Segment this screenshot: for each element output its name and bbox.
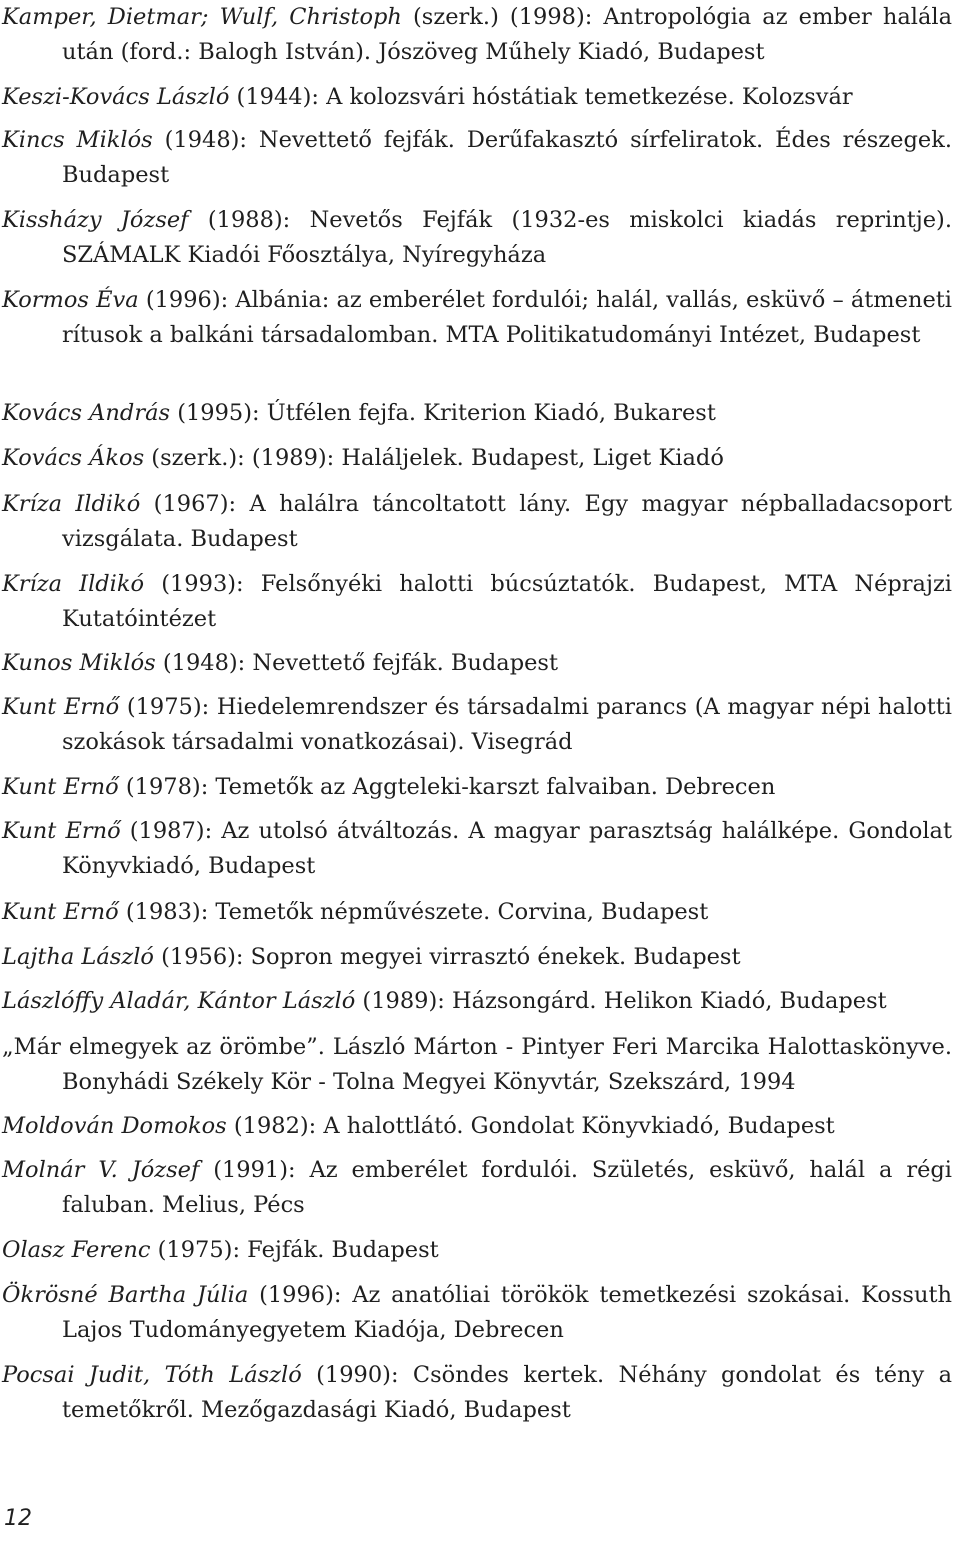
entry-text: (1988): Nevetős Fejfák (1932-es miskolci kiadás reprintje). SZÁMALK Kiadói Főosztálya, Nyíregyháza	[62, 207, 952, 268]
entry-author: Ökrösné Bartha Júlia	[2, 1282, 249, 1308]
entry-author: Keszi-Kovács László	[2, 84, 230, 110]
entry-author: Lajtha László	[2, 944, 154, 970]
bibliography-entry	[2, 441, 952, 476]
bibliography-entry	[2, 895, 952, 930]
bibliography-entry	[2, 567, 952, 637]
entry-author: Kovács András	[2, 400, 171, 426]
entry-text: (1978): Temetők az Aggteleki-karszt falvaiban. Debrecen	[118, 774, 776, 800]
bibliography-entry	[2, 940, 952, 975]
entry-text: (1996): Albánia: az emberélet fordulói; halál, vallás, esküvő – átmeneti rítusok a balkáni társadalomban. MTA Politikatudományi Intézet, Budapest	[62, 287, 953, 348]
entry-text: (1967): A halálra táncoltatott lány. Egy magyar népballadacsoport vizsgálata. Budapest	[62, 491, 953, 552]
entry-author: Olasz Ferenc	[2, 1237, 151, 1263]
entry-author: Kovács Ákos	[2, 445, 145, 471]
entry-text: (1956): Sopron megyei virrasztó énekek. Budapest	[153, 944, 741, 970]
entry-author: Molnár V. József	[2, 1157, 200, 1183]
entry-text: (1991): Az emberélet fordulói. Születés, esküvő, halál a régi faluban. Melius, Pécs	[62, 1157, 952, 1218]
entry-author: Kunt Ernő	[2, 818, 121, 844]
bibliography-entry	[2, 487, 952, 557]
entry-text: (1948): Nevettető fejfák. Budapest	[155, 650, 559, 676]
bibliography-entry	[2, 123, 952, 193]
bibliography-entry	[2, 770, 952, 805]
bibliography-entry	[2, 984, 952, 1019]
entry-author: Kamper, Dietmar; Wulf, Christoph	[2, 4, 402, 30]
entry-text: (szerk.) (1998): Antropológia az ember halála után (ford.: Balogh István). Jószöveg Műhely Kiadó, Budapest	[62, 4, 952, 65]
bibliography-entry	[2, 1358, 952, 1428]
entry-author: Kunt Ernő	[2, 774, 119, 800]
entry-text: (1993): Felsőnyéki halotti búcsúztatók. Budapest, MTA Néprajzi Kutatóintézet	[62, 571, 952, 632]
entry-author: Kunt Ernő	[2, 694, 120, 720]
bibliography-entry	[2, 1233, 952, 1268]
entry-author: Lászlóffy Aladár, Kántor László	[2, 988, 356, 1014]
entry-text: (1983): Temetők népművészete. Corvina, Budapest	[118, 899, 709, 925]
entry-text: (1948): Nevettető fejfák. Derűfakasztó sírfeliratok. Édes részegek. Budapest	[62, 127, 952, 188]
entry-text: (1982): A halottlátó. Gondolat Könyvkiadó, Budapest	[226, 1113, 835, 1139]
bibliography-entry	[2, 1030, 952, 1100]
bibliography-entry	[2, 1109, 952, 1144]
bibliography-entry	[2, 396, 952, 431]
entry-text: (1975): Fejfák. Budapest	[150, 1237, 439, 1263]
bibliography-entry	[2, 0, 952, 70]
entry-author: Kunt Ernő	[2, 899, 119, 925]
entry-author: Kríza Ildikó	[2, 571, 145, 597]
entry-text: (1975): Hiedelemrendszer és társadalmi parancs (A magyar népi halotti szokások társadalmi vonatkozásai). Visegrád	[62, 694, 952, 755]
page-number: 12	[4, 1506, 32, 1531]
entry-author: Pocsai Judit, Tóth László	[2, 1362, 302, 1388]
entry-author: Kunos Miklós	[2, 650, 156, 676]
entry-author: Kríza Ildikó	[2, 491, 141, 517]
bibliography-entry	[2, 1153, 952, 1223]
bibliography-entry	[2, 690, 952, 760]
entry-text: (1987): Az utolsó átváltozás. A magyar parasztság halálképe. Gondolat Könyvkiadó, Budapest	[62, 818, 952, 879]
entry-author: Kissházy József	[2, 207, 189, 233]
bibliography-entry	[2, 283, 952, 353]
bibliography-entry	[2, 1278, 952, 1348]
entry-text: (1989): Házsongárd. Helikon Kiadó, Budapest	[355, 988, 887, 1014]
bibliography-entry	[2, 646, 952, 681]
entry-text: (1944): A kolozsvári hóstátiak temetkezése. Kolozsvár	[229, 84, 853, 110]
entry-text: (1990): Csöndes kertek. Néhány gondolat és tény a temetőkről. Mezőgazdasági Kiadó, Budapest	[62, 1362, 953, 1423]
entry-text: „Már elmegyek az örömbe”. László Márton - Pintyer Feri Marcika Halottaskönyve. Bonyhádi Székely Kör - Tolna Megyei Könyvtár, Szekszárd, 1994	[2, 1034, 952, 1095]
entry-author: Kincs Miklós	[2, 127, 153, 153]
bibliography-entry	[2, 814, 952, 884]
entry-text: (1996): Az anatóliai törökök temetkezési szokásai. Kossuth Lajos Tudományegyetem Kiadója, Debrecen	[62, 1282, 952, 1343]
entry-author: Moldován Domokos	[2, 1113, 227, 1139]
entry-text: (1995): Útfélen fejfa. Kriterion Kiadó, Bukarest	[170, 400, 716, 426]
entry-author: Kormos Éva	[2, 287, 139, 313]
bibliography-entry	[2, 203, 952, 273]
bibliography-entry	[2, 80, 952, 115]
entry-text: (szerk.): (1989): Haláljelek. Budapest, Liget Kiadó	[144, 445, 724, 471]
